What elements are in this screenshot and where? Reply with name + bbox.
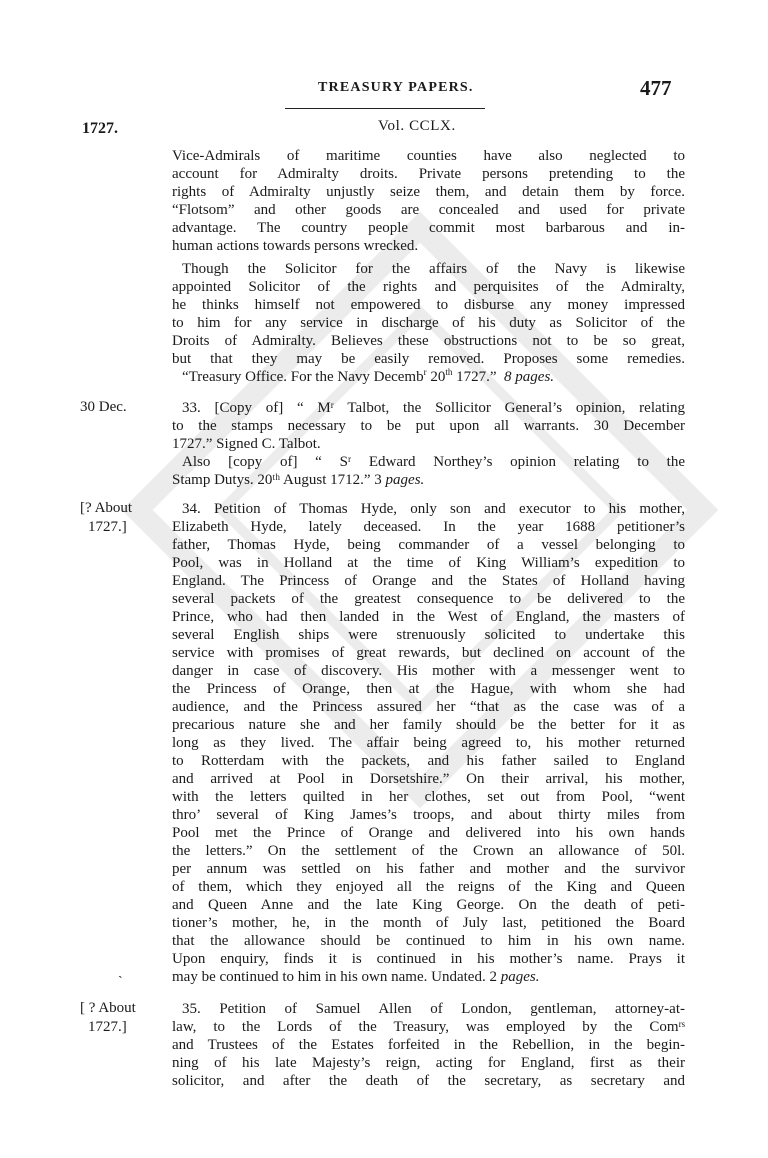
closing-line bbox=[172, 368, 685, 386]
margin-line: 1727.] bbox=[88, 519, 127, 535]
text-line: the Princess of Orange, then at the Hague, with whom she had bbox=[172, 681, 685, 697]
intro-paragraph bbox=[172, 147, 685, 255]
running-title: TREASURY PAPERS. bbox=[318, 80, 474, 95]
text-line: and Queen Anne and the late King George. On the death of peti- bbox=[172, 897, 685, 913]
text-line: several packets of the greatest consequence to be delivered to the bbox=[172, 591, 685, 607]
text-segment: Stamp Dutys. 20ᵗʰ August 1712.” 3 bbox=[172, 472, 386, 488]
text-line: to Rotterdam with the packets, and his father sailed to England bbox=[172, 753, 685, 769]
text-line: law, to the Lords of the Treasury, was employed by the Comʳˢ bbox=[172, 1019, 685, 1035]
page-number: 477 bbox=[640, 76, 672, 100]
text-line: precarious nature she and her family should be the better for it as bbox=[172, 717, 685, 733]
text-line: and arrived at Pool in Dorsetshire.” On their arrival, his mother, bbox=[172, 771, 685, 787]
entry-35 bbox=[172, 1000, 685, 1090]
text-line: to him for any service in discharge of his duty as Solicitor of the bbox=[172, 315, 685, 331]
text-line: “Flotsom” and other goods are concealed and used for private bbox=[172, 202, 685, 218]
text-line bbox=[172, 471, 685, 489]
text-line: Also [copy of] “ Sʳ Edward Northey’s opinion relating to the bbox=[182, 454, 685, 470]
text-line: service with promises of great rewards, but declined on account of the bbox=[172, 645, 685, 661]
closing-text: 1727.” bbox=[452, 369, 497, 385]
text-line: Pool met the Prince of Orange and delivered into his own hands bbox=[172, 825, 685, 841]
text-line: appointed Solicitor of the rights and perquisites of the Admiralty, bbox=[172, 279, 685, 295]
text-line: but that they may be easily removed. Proposes some remedies. bbox=[172, 351, 685, 367]
closing-sup: r bbox=[423, 367, 427, 377]
text-line: 1727.” Signed C. Talbot. bbox=[172, 436, 321, 452]
text-line: long as they lived. The affair being agreed to, his mother returned bbox=[172, 735, 685, 751]
text-line: with the letters quilted in her clothes, set out from Pool, “went bbox=[172, 789, 685, 805]
text-line: ning of his late Majesty’s reign, acting for England, first as their bbox=[172, 1055, 685, 1071]
text-line: several English ships were strenuously solicited to undertake this bbox=[172, 627, 685, 643]
text-line: advantage. The country people commit most barbarous and in- bbox=[172, 220, 685, 236]
margin-year: 1727. bbox=[82, 120, 118, 137]
margin-line: [ ? About bbox=[80, 1000, 136, 1016]
text-line: 33. [Copy of] “ Mʳ Talbot, the Sollicitor General’s opinion, relating bbox=[182, 400, 685, 416]
text-line: the letters.” On the settlement of the Crown an allowance of 50l. bbox=[172, 843, 685, 859]
margin-date-35 bbox=[80, 999, 160, 1037]
text-line: England. The Princess of Orange and the States of Holland having bbox=[172, 573, 685, 589]
text-line: Pool, was in Holland at the time of King William’s expedition to bbox=[172, 555, 685, 571]
text-line: solicitor, and after the death of the secretary, as secretary and bbox=[172, 1073, 685, 1089]
volume-title: Vol. CCLX. bbox=[378, 118, 456, 134]
text-line: human actions towards persons wrecked. bbox=[172, 238, 419, 254]
text-line: of them, which they enjoyed all the reigns of the King and Queen bbox=[172, 879, 685, 895]
text-line: Droits of Admiralty. Believes these obstructions not to be so great, bbox=[172, 333, 685, 349]
closing-text: “Treasury Office. For the Navy Decemb bbox=[182, 369, 424, 385]
text-line: thro’ several of King James’s troops, and about thirty miles from bbox=[172, 807, 685, 823]
text-line: he thinks himself not empowered to disburse any money impressed bbox=[172, 297, 685, 313]
text-line: rights of Admiralty unjustly seize them, and detain them by force. bbox=[172, 184, 685, 200]
text-line: tioner’s mother, he, in the month of July last, petitioned the Board bbox=[172, 915, 685, 931]
text-line: 34. Petition of Thomas Hyde, only son and executor to his mother, bbox=[182, 501, 685, 517]
page-count: 8 pages. bbox=[504, 369, 555, 385]
text-line: father, Thomas Hyde, being commander of a vessel belonging to bbox=[172, 537, 685, 553]
closing-sup: th bbox=[445, 367, 453, 377]
text-line: danger in case of discovery. His mother with a messenger went to bbox=[172, 663, 685, 679]
text-line: Upon enquiry, finds it is continued in his mother’s name. Prays it bbox=[172, 951, 685, 967]
entry-33 bbox=[172, 399, 685, 489]
margin-date-34 bbox=[80, 499, 160, 537]
text-line: per annum was settled on his father and mother and the survivor bbox=[172, 861, 685, 877]
text-line: may be continued to him in his own name. Undated. 2 pages. bbox=[172, 969, 540, 985]
closing-text: 20 bbox=[426, 369, 446, 385]
solicitor-paragraph bbox=[172, 260, 685, 386]
text-line: Prince, who had then landed in the West of England, the masters of bbox=[172, 609, 685, 625]
margin-line: 1727.] bbox=[88, 1019, 127, 1035]
page-count: pages. bbox=[385, 472, 425, 488]
entry-34 bbox=[172, 500, 685, 986]
text-line: Vice-Admirals of maritime counties have also neglected to bbox=[172, 148, 685, 164]
text-line: to the stamps necessary to be put upon all warrants. 30 December bbox=[172, 418, 685, 434]
page-count: pages. bbox=[500, 969, 540, 985]
text-line: 35. Petition of Samuel Allen of London, gentleman, attorney-at- bbox=[182, 1001, 685, 1017]
text-line: audience, and the Princess assured her “that as the case was of a bbox=[172, 699, 685, 715]
margin-date-33: 30 Dec. bbox=[80, 399, 127, 415]
text-line: that the allowance should be continued to him in his own name. bbox=[172, 933, 685, 949]
margin-line: [? About bbox=[80, 500, 133, 516]
text-line: Though the Solicitor for the affairs of the Navy is likewise bbox=[182, 261, 685, 277]
text-line: Elizabeth Hyde, lately deceased. In the year 1688 petitioner’s bbox=[172, 519, 685, 535]
header-rule bbox=[285, 108, 485, 109]
text-line: account for Admiralty droits. Private persons pretending to the bbox=[172, 166, 685, 182]
text-line: and Trustees of the Estates forfeited in the Rebellion, in the begin- bbox=[172, 1037, 685, 1053]
margin-tick-mark: ˏ bbox=[118, 964, 123, 979]
